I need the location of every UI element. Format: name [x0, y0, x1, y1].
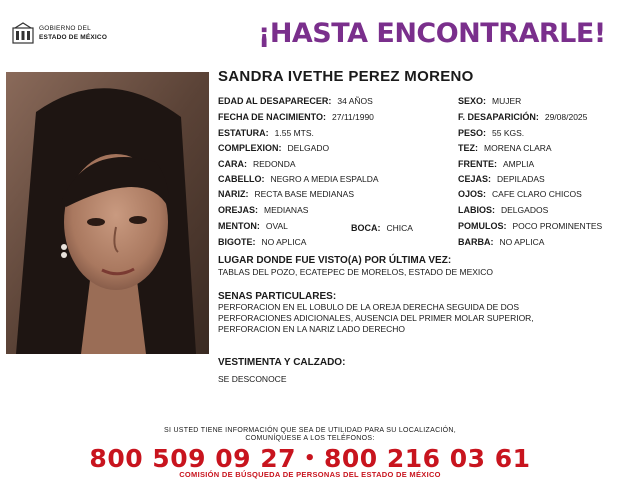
field-orejas: OREJAS: MEDIANAS	[218, 205, 309, 215]
field-sexo: SEXO: MUJER	[458, 96, 522, 106]
missing-person-photo	[6, 72, 209, 354]
field-desaparicion: F. DESAPARICIÓN: 29/08/2025	[458, 112, 588, 122]
field-bigote: BIGOTE: NO APLICA	[218, 237, 307, 247]
field-menton: MENTON: OVAL	[218, 221, 288, 231]
headline: ¡HASTA ENCONTRARLE!	[258, 18, 606, 49]
phone-separator: •	[303, 448, 316, 469]
clothing-title: VESTIMENTA Y CALZADO:	[218, 357, 346, 368]
field-complexion: COMPLEXION: DELGADO	[218, 143, 330, 153]
field-tez: TEZ: MORENA CLARA	[458, 143, 552, 153]
field-labios: LABIOS: DELGADOS	[458, 205, 549, 215]
marks-title: SENAS PARTICULARES:	[218, 291, 337, 302]
field-nariz: NARIZ: RECTA BASE MEDIANAS	[218, 189, 355, 199]
last-seen-title: LUGAR DONDE FUE VISTO(A) POR ÚLTIMA VEZ:	[218, 255, 452, 266]
field-nacimiento: FECHA DE NACIMIENTO: 27/11/1990	[218, 112, 374, 122]
last-seen-text: TABLAS DEL POZO, ECATEPEC DE MORELOS, ESTADO DE MEXICO	[218, 267, 494, 277]
field-peso: PESO: 55 KGS.	[458, 128, 525, 138]
marks-line-1: PERFORACION EN EL LOBULO DE LA OREJA DERECHA SEGUIDA DE DOS	[218, 302, 520, 312]
clothing-text: SE DESCONOCE	[218, 374, 287, 384]
state-emblem-icon	[12, 22, 34, 44]
footer-note-line2: COMUNÍQUESE A LOS TELÉFONOS:	[245, 435, 375, 442]
field-estatura: ESTATURA: 1.55 MTS.	[218, 128, 314, 138]
field-pomulos: POMULOS: POCO PROMINENTES	[458, 221, 603, 231]
portrait-illustration	[6, 72, 209, 354]
field-edad: EDAD AL DESAPARECER: 34 AÑOS	[218, 96, 373, 106]
field-boca: BOCA: CHICA	[351, 223, 413, 233]
field-ojos: OJOS: CAFE CLARO CHICOS	[458, 189, 582, 199]
footer-note-line1: SI USTED TIENE INFORMACIÓN QUE SEA DE UTILIDAD PARA SU LOCALIZACIÓN,	[163, 427, 457, 434]
person-name: SANDRA IVETHE PEREZ MORENO	[218, 68, 474, 85]
commission-name: COMISIÓN DE BÚSQUEDA DE PERSONAS DEL ESTADO DE MÉXICO	[179, 470, 441, 479]
logo-text-line2: ESTADO DE MÉXICO	[39, 34, 108, 41]
field-barba: BARBA: NO APLICA	[458, 237, 545, 247]
field-cara: CARA: REDONDA	[218, 159, 296, 169]
marks-line-2: PERFORACIONES ADICIONALES, AUSENCIA DEL PRIMER MOLAR SUPERIOR,	[218, 313, 534, 323]
phone-numbers	[0, 444, 620, 473]
field-cabello: CABELLO: NEGRO A MEDIA ESPALDA	[218, 174, 379, 184]
field-frente: FRENTE: AMPLIA	[458, 159, 535, 169]
government-logo	[12, 22, 122, 46]
field-cejas: CEJAS: DEPILADAS	[458, 174, 545, 184]
logo-text-line1: GOBIERNO DEL	[39, 25, 91, 32]
marks-line-3: PERFORACION EN LA NARIZ LADO DERECHO	[218, 324, 406, 334]
phone-2[interactable]: 800 216 03 61	[324, 444, 531, 473]
phone-1[interactable]: 800 509 09 27	[89, 444, 296, 473]
